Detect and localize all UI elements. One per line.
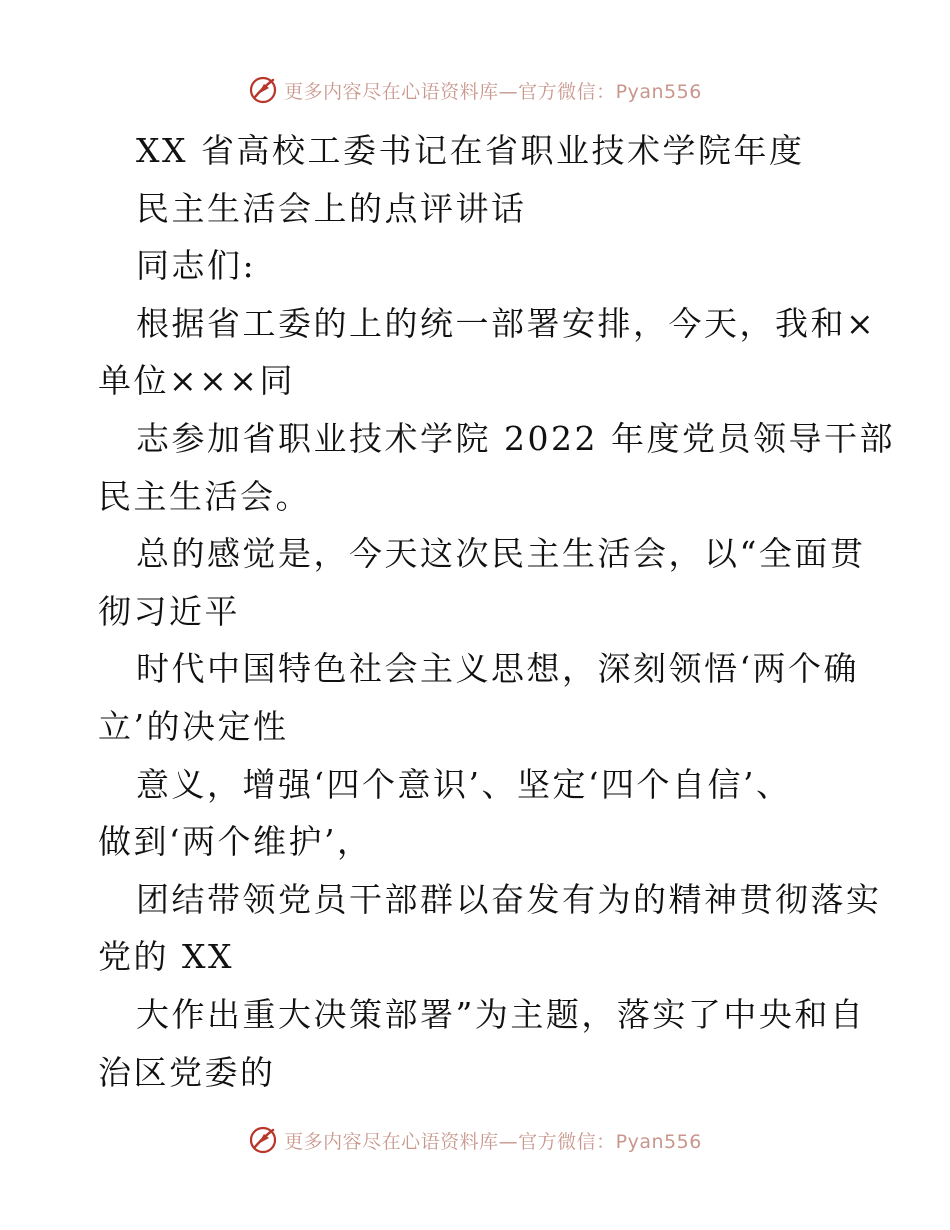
text-line: 根据省工委的上的统一部署安排，今天，我和×: [136, 303, 877, 343]
text-line: 意义，增强‘四个意识’、坚定‘四个自信’、: [136, 764, 792, 804]
text-line: 总的感觉是，今天这次民主生活会，以“全面贯: [136, 534, 866, 574]
text-line: 民主生活会上的点评讲话: [136, 188, 527, 228]
text-line: 团结带领党员干部群以奋发有为的精神贯彻落实: [136, 879, 882, 919]
text-line: 同志们:: [136, 246, 257, 286]
text-line: 单位×××同: [98, 361, 295, 401]
text-line: 立’的决定性: [98, 706, 289, 746]
watermark-footer: [0, 1120, 950, 1160]
text-line: 时代中国特色社会主义思想，深刻领悟‘两个确: [136, 649, 859, 689]
text-line: 民主生活会。: [98, 476, 311, 516]
watermark-text: 更多内容尽在心语资料库—官方微信：Pyan556: [284, 1130, 702, 1153]
text-line: 彻习近平: [98, 591, 240, 631]
text-line: XX 省高校工委书记在省职业技术学院年度: [136, 131, 805, 170]
watermark-header: [0, 70, 950, 110]
quill-circle-icon: [248, 75, 278, 105]
quill-circle-icon: [248, 1125, 278, 1155]
text-line: 志参加省职业技术学院 2022 年度党员领导干部: [136, 418, 895, 458]
text-line: 大作出重大决策部署”为主题，落实了中央和自: [136, 994, 866, 1034]
watermark-text: 更多内容尽在心语资料库—官方微信：Pyan556: [284, 80, 702, 103]
text-line: 党的 XX: [98, 937, 234, 977]
text-line: 做到‘两个维护’，: [98, 822, 373, 862]
document-body: [98, 122, 895, 1101]
text-line: 治区党委的: [98, 1052, 276, 1092]
